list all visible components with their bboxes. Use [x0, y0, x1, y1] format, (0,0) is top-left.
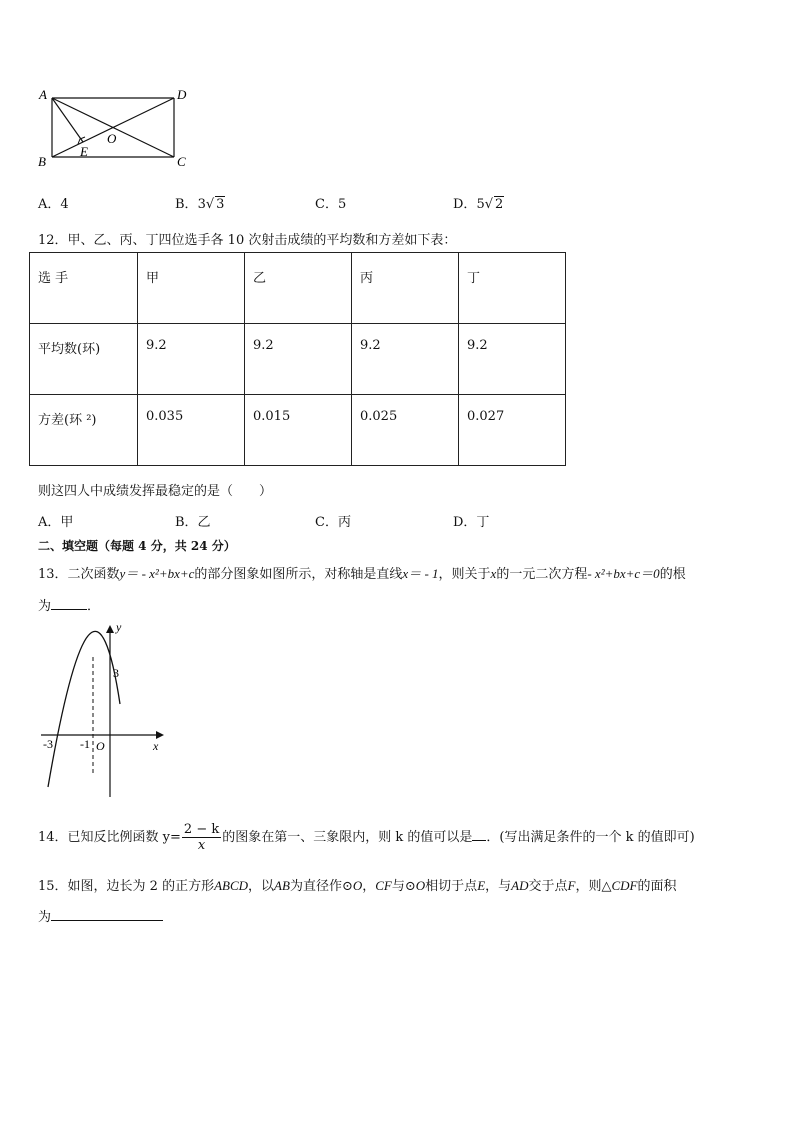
table-cell: 9.2 — [352, 324, 459, 395]
table-cell: 丙 — [352, 253, 459, 324]
q12-question: 则这四人中成绩发挥最稳定的是（ ） — [38, 484, 273, 499]
table-cell: 方差(环 ²) — [30, 395, 138, 466]
y-axis-label: y — [116, 620, 122, 634]
table-cell: 9.2 — [459, 324, 566, 395]
table-row — [30, 253, 566, 324]
table-cell: 甲 — [138, 253, 245, 324]
scores-table — [29, 252, 566, 466]
q11-option-d[interactable]: D．5√ 2 — [453, 197, 504, 212]
section-title: 二、填空题（每题 4 分，共 24 分） — [38, 539, 236, 553]
table-cell: 选 手 — [30, 253, 138, 324]
fraction: $\frac{2 - k}{x}$ — [183, 822, 220, 853]
q11-option-b[interactable]: B．3√ 3 — [175, 197, 225, 212]
q13-answer-line: 为 ． — [38, 595, 100, 614]
answer-blank[interactable] — [51, 906, 163, 921]
table-cell: 0.035 — [138, 395, 245, 466]
table-cell: 0.015 — [245, 395, 352, 466]
tick-3: 3 — [113, 666, 119, 680]
q12-option-c[interactable]: C．丙 — [315, 515, 351, 530]
tick-neg1: -1 — [80, 737, 90, 751]
rectangle-figure — [34, 85, 194, 175]
q11-option-a[interactable]: A．4 — [38, 197, 69, 212]
table-cell: 0.025 — [352, 395, 459, 466]
q15-stem: 15．如图，边长为 2 的正方形ABCD，以AB为直径作⊙O，CF与⊙O相切于点E，与AD交于点F，则△CDF的面积 — [38, 878, 677, 894]
q12-option-b[interactable]: B．乙 — [175, 515, 211, 530]
label-D: D — [177, 87, 187, 102]
q13-stem: 13．二次函数y＝ - x²+bx+c的部分图象如图所示，对称轴是直线x＝ - 1，则关于x的一元二次方程- x²+bx+c＝0的根 — [38, 566, 686, 582]
table-cell: 乙 — [245, 253, 352, 324]
q15-answer-line: 为 — [38, 906, 163, 925]
label-A: A — [39, 87, 47, 102]
parabola-graph — [36, 617, 171, 802]
label-E: E — [80, 144, 88, 159]
label-O: O — [107, 131, 117, 146]
x-axis-label: x — [153, 739, 159, 753]
table-row — [30, 395, 566, 466]
label-B: B — [38, 154, 46, 169]
sqrt-sign-icon: √ — [484, 197, 494, 212]
sqrt-sign-icon: √ — [205, 197, 215, 212]
table-cell: 9.2 — [138, 324, 245, 395]
origin-label: O — [96, 739, 105, 753]
answer-blank[interactable] — [472, 826, 486, 841]
table-cell: 0.027 — [459, 395, 566, 466]
q12-stem: 12．甲、乙、丙、丁四位选手各 10 次射击成绩的平均数和方差如下表： — [38, 233, 457, 248]
q12-option-d[interactable]: D．丁 — [453, 515, 490, 530]
table-row — [30, 324, 566, 395]
q12-option-a[interactable]: A．甲 — [38, 515, 74, 530]
label-C: C — [177, 154, 186, 169]
table-cell: 平均数(环) — [30, 324, 138, 395]
table-cell: 9.2 — [245, 324, 352, 395]
q11-option-c[interactable]: C．5 — [315, 197, 347, 212]
q14-stem: 14．已知反比例函数 y= $\frac{2 - k}{x}$ 的图象在第一、三象限内，则 k 的值可以是 ．(写出满足条件的一个 k 的值即可) — [38, 822, 695, 853]
table-cell: 丁 — [459, 253, 566, 324]
tick-neg3: -3 — [43, 737, 53, 751]
answer-blank[interactable] — [51, 595, 87, 610]
